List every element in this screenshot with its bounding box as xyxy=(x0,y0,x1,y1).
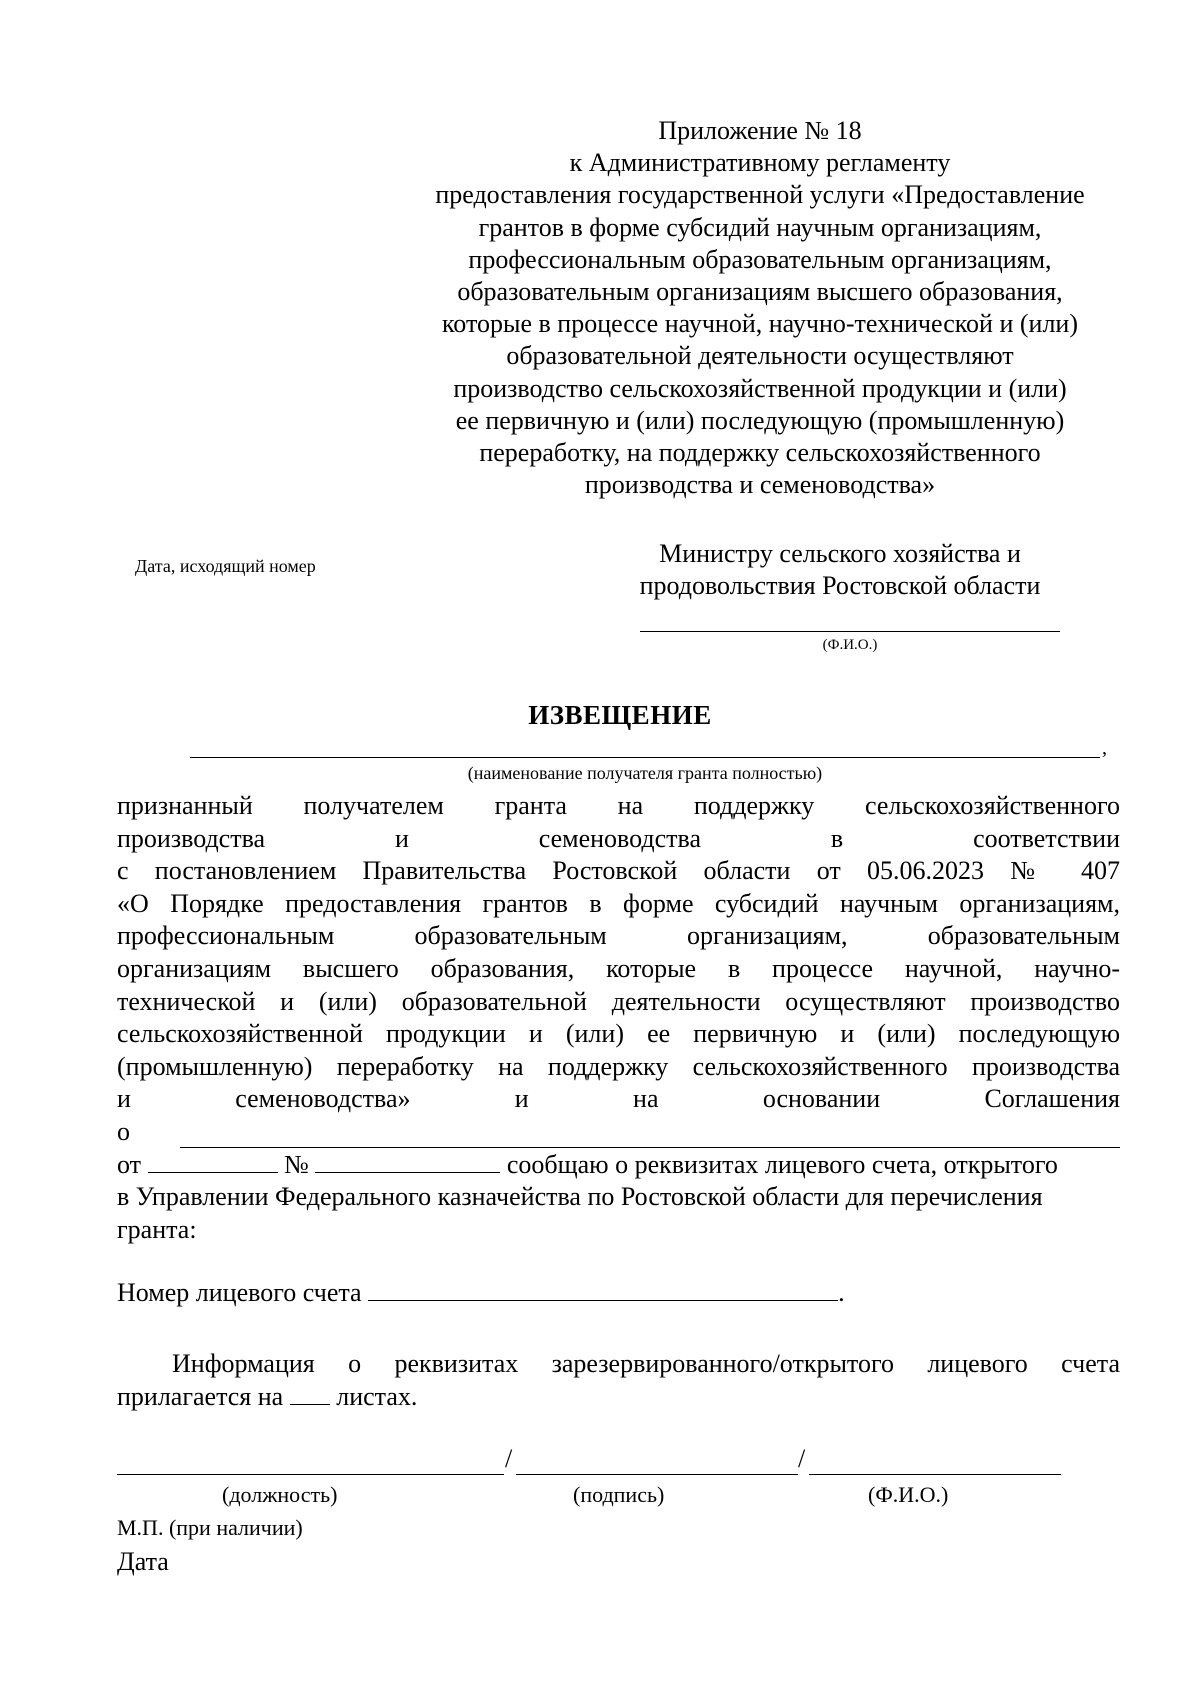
date-outgoing-number-label: Дата, исходящий номер xyxy=(135,556,316,576)
ot-label: от xyxy=(117,1149,142,1179)
info-pages-prefix: прилагается на xyxy=(117,1381,284,1411)
appendix-line: переработку, на поддержку сельскохозяйственного xyxy=(479,438,1041,468)
body-line: признанный получателем гранта на поддержку сельскохозяйственного xyxy=(117,791,1120,820)
signature-caption: (подпись) xyxy=(573,1482,665,1507)
signature-slash: / xyxy=(798,1444,806,1473)
number-sign: № xyxy=(284,1149,309,1179)
notice-body xyxy=(117,790,1120,1246)
account-number-period: . xyxy=(838,1278,845,1307)
attachment-info xyxy=(117,1348,1120,1413)
appendix-line: ее первичную и (или) последующую (промышленную) xyxy=(455,405,1065,435)
addressee-line: продовольствия Ростовской области xyxy=(639,571,1041,600)
appendix-line: предоставления государственной услуги «Предоставление xyxy=(435,180,1085,210)
appendix-line: образовательной деятельности осуществляют xyxy=(506,341,1014,371)
agreement-subject-blank[interactable] xyxy=(180,1147,1120,1148)
agreement-subject-row xyxy=(117,1116,1120,1149)
body-line: сельскохозяйственной продукции и (или) ее первичную и (или) последующую xyxy=(117,1019,1120,1049)
pages-count-blank[interactable] xyxy=(290,1382,330,1405)
info-line-2 xyxy=(117,1381,1120,1414)
body-line: (промышленную) переработку на поддержку сельскохозяйственного производства xyxy=(117,1051,1120,1081)
date-label: Дата xyxy=(117,1547,169,1576)
body-line: производства и семеноводства в соответствии xyxy=(117,823,1120,853)
stamp-label: М.П. (при наличии) xyxy=(117,1515,303,1540)
body-line: в Управлении Федерального казначейства по Ростовской области для перечисления xyxy=(117,1182,1043,1212)
o-label: о xyxy=(117,1116,130,1146)
fio-blank-line[interactable] xyxy=(640,631,1060,632)
recipient-caption: (наименование получателя гранта полностью) xyxy=(467,763,823,783)
appendix-header xyxy=(400,115,1120,501)
appendix-line: производства и семеноводства» xyxy=(584,470,936,500)
position-blank[interactable] xyxy=(117,1474,504,1475)
fio-signature-blank[interactable] xyxy=(809,1474,1061,1475)
appendix-line: профессиональным образовательным организациям, xyxy=(468,244,1052,274)
signature-blank[interactable] xyxy=(516,1474,798,1475)
document-title: ИЗВЕЩЕНИЕ xyxy=(528,700,712,730)
recipient-comma: , xyxy=(1102,737,1107,759)
agreement-number-blank[interactable] xyxy=(315,1150,500,1173)
addressee-line: Министру сельского хозяйства и xyxy=(659,539,1021,568)
body-line: технической и (или) образовательной деятельности осуществляют производство xyxy=(117,986,1120,1016)
body-inline-text: сообщаю о реквизитах лицевого счета, открытого xyxy=(506,1149,1058,1179)
body-line: профессиональным образовательным организациям, образовательным xyxy=(117,921,1120,951)
body-line: гранта: xyxy=(117,1214,197,1244)
account-number-label: Номер лицевого счета xyxy=(117,1278,362,1307)
appendix-line: Приложение № 18 xyxy=(658,116,862,145)
appendix-line: к Административному регламенту xyxy=(569,148,951,178)
appendix-line: которые в процессе научной, научно-технической и (или) xyxy=(442,309,1078,339)
info-pages-suffix: листах. xyxy=(336,1381,418,1411)
body-line: с постановлением Правительства Ростовской области от 05.06.2023 № 407 xyxy=(117,856,1120,886)
body-line: организациям высшего образования, которые в процессе научной, научно- xyxy=(117,953,1120,983)
body-line: и семеноводства» и на основании Соглашения xyxy=(117,1084,1120,1114)
recipient-name-blank[interactable] xyxy=(190,757,1100,758)
body-line: «О Порядке предоставления грантов в форме субсидий научным организациям, xyxy=(117,888,1120,918)
info-line: Информация о реквизитах зарезервированного/открытого лицевого счета xyxy=(172,1349,1120,1378)
agreement-date-blank[interactable] xyxy=(148,1150,278,1173)
account-number-row xyxy=(117,1278,845,1308)
signature-slash: / xyxy=(505,1444,513,1473)
agreement-date-number-row xyxy=(117,1149,1120,1182)
appendix-line: грантов в форме субсидий научным организациям, xyxy=(478,212,1042,242)
fio-caption: (Ф.И.О.) xyxy=(822,637,878,653)
signature-row xyxy=(117,1444,1077,1476)
appendix-line: производство сельскохозяйственной продукции и (или) xyxy=(453,373,1067,403)
addressee-block xyxy=(560,538,1120,602)
position-caption: (должность) xyxy=(222,1482,338,1507)
fio-bottom-caption: (Ф.И.О.) xyxy=(868,1482,949,1507)
account-number-blank[interactable] xyxy=(368,1278,838,1301)
appendix-line: образовательным организациям высшего образования, xyxy=(457,277,1063,307)
